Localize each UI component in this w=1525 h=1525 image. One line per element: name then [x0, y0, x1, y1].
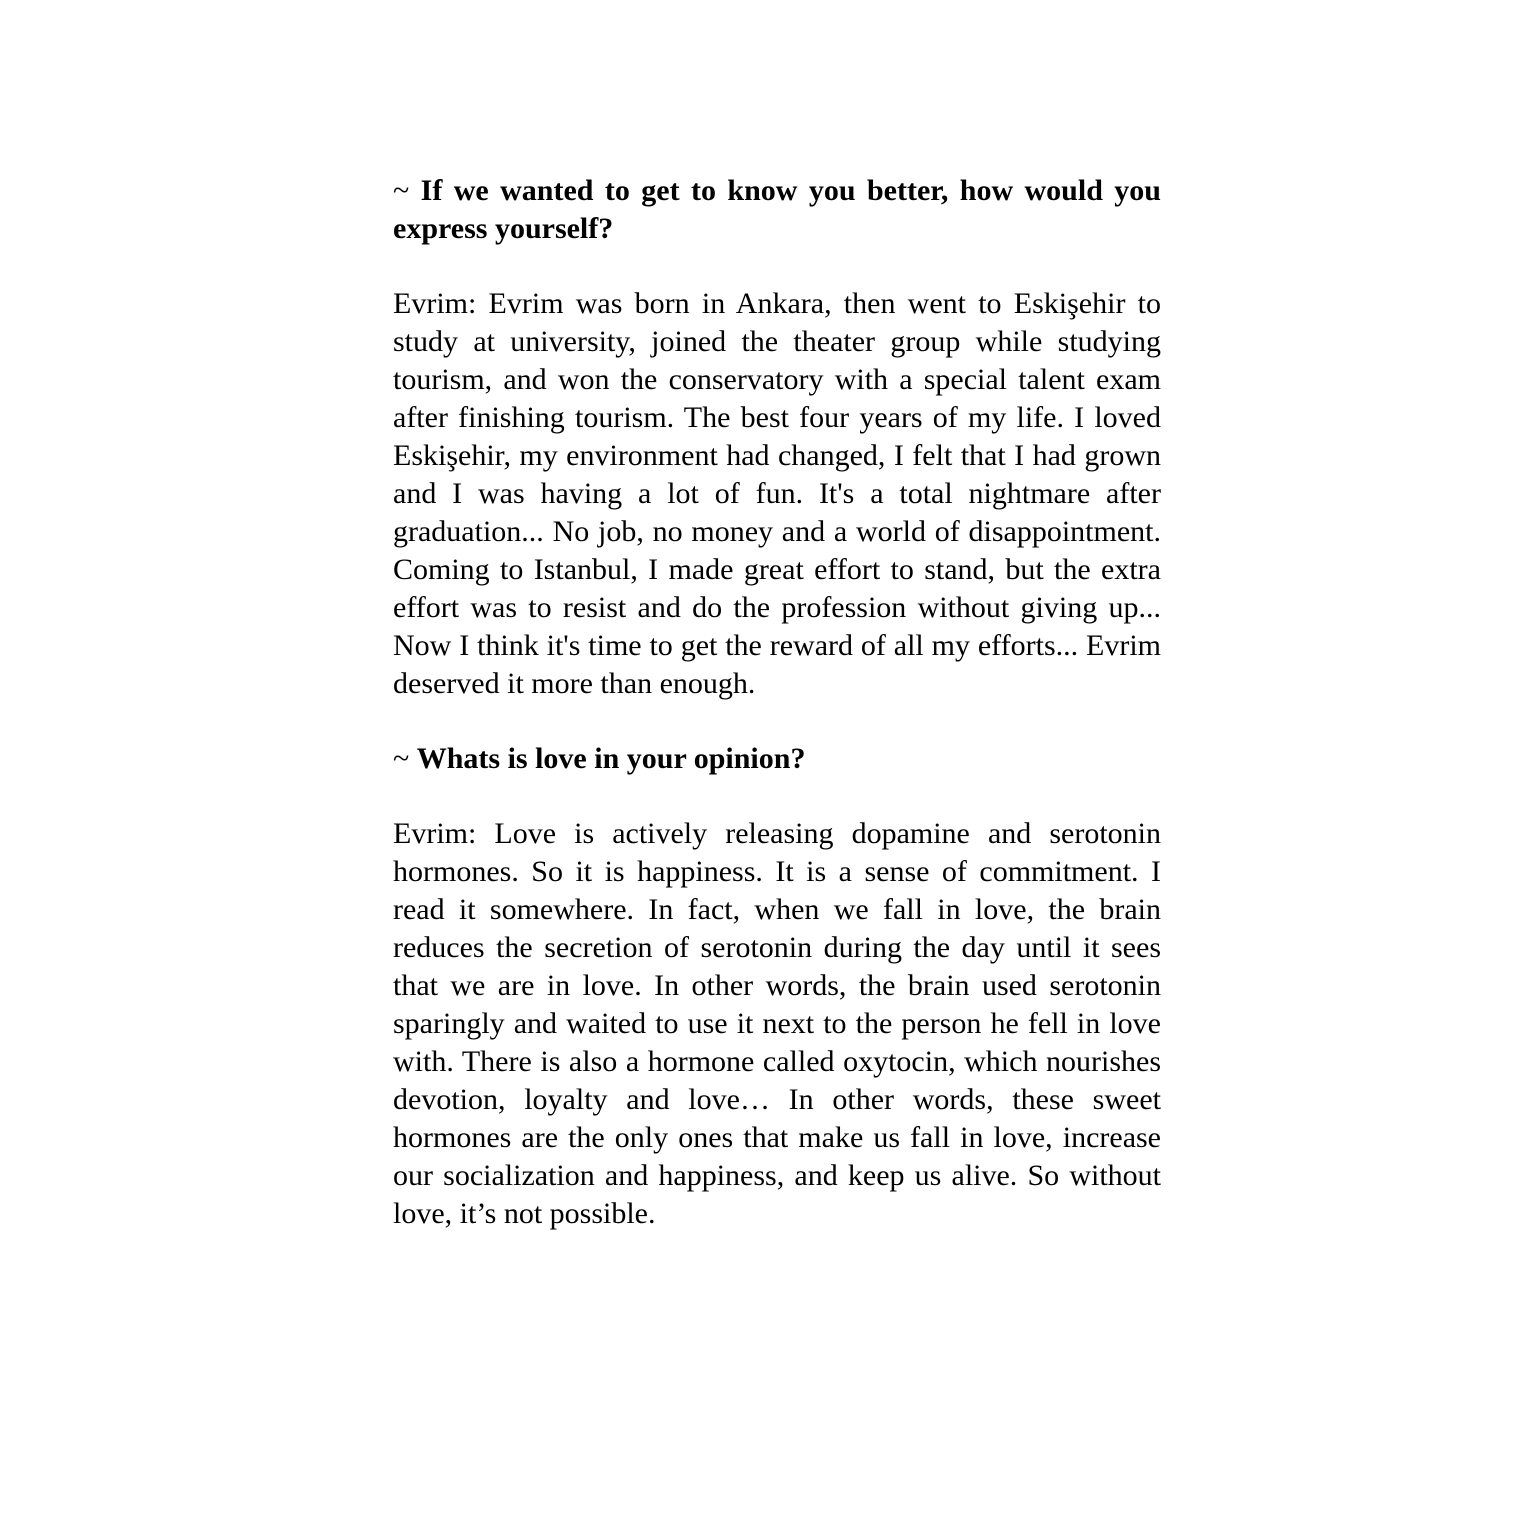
- question-1-text: If we wanted to get to know you better, how would you express yourself?: [393, 174, 1161, 245]
- question-1-marker: ~: [393, 174, 410, 207]
- qa-block-2: [393, 740, 1161, 1233]
- interview-column: [393, 172, 1161, 1270]
- question-2-marker: ~: [393, 742, 410, 775]
- qa-block-1: [393, 172, 1161, 703]
- answer-2: Evrim: Love is actively releasing dopamine and serotonin hormones. So it is happiness. It is a sense of commitment. I read it somewhere. In fact, when we fall in love, the brain reduces the secretion of serotonin during the day until it sees that we are in love. In other words, the brain used serotonin sparingly and waited to use it next to the person he fell in love with. There is also a hormone called oxytocin, which nourishes devotion, loyalty and love… In other words, these sweet hormones are the only ones that make us fall in love, increase our socialization and happiness, and keep us alive. So without love, it’s not possible.: [393, 817, 1161, 1230]
- question-2: [393, 740, 1161, 778]
- question-2-text: Whats is love in your opinion?: [416, 742, 806, 775]
- answer-1: Evrim: Evrim was born in Ankara, then went to Eskişehir to study at university, joined the theater group while studying tourism, and won the conservatory with a special talent exam after finishing tourism. The best four years of my life. I loved Eskişehir, my environment had changed, I felt that I had grown and I was having a lot of fun. It's a total nightmare after graduation... No job, no money and a world of disappointment. Coming to Istanbul, I made great effort to stand, but the extra effort was to resist and do the profession without giving up... Now I think it's time to get the reward of all my efforts... Evrim deserved it more than enough.: [393, 287, 1161, 700]
- question-1: [393, 172, 1161, 248]
